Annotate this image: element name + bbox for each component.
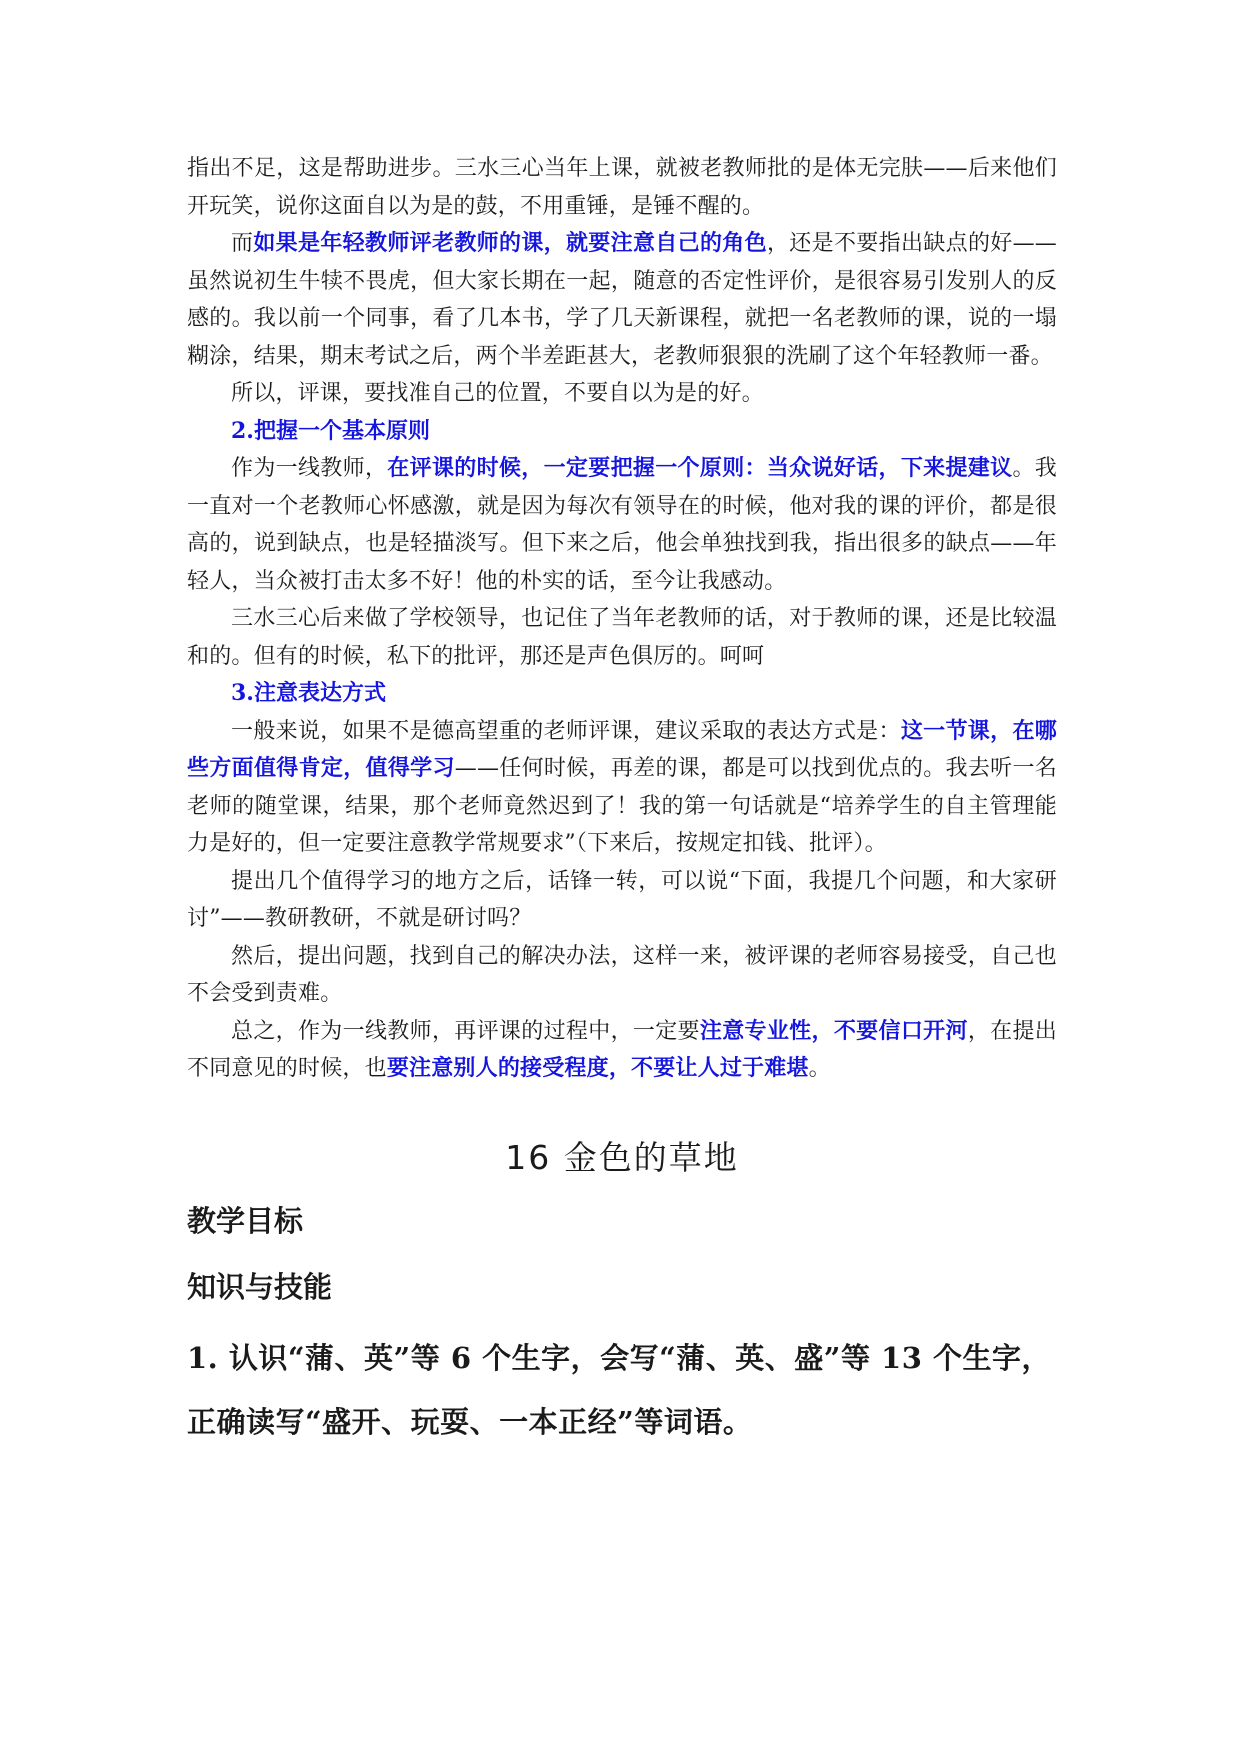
paragraph-7: 提出几个值得学习的地方之后，话锋一转，可以说“下面，我提几个问题，和大家研讨”——教研教研，不就是研讨吗？ — [187, 868, 1057, 931]
paragraph-2-text-end: ，还是不要指出缺点的好——虽然说初生牛犊不畏虎，但大家长期在一起，随意的否定性评价，是很容易引发别人的反感的。我以前一个同事，看了几本书，学了几天新课程，就把一名老教师的课，说的一塌糊涂，结果，期末考试之后，两个半差距甚大，老教师狠狠的洗刷了这个年轻教师一番。 — [187, 231, 1058, 369]
paragraph-9-text-mid: ，在提出不同意见的时候，也 — [187, 1018, 1057, 1081]
paragraph-4-highlight: 在评课的时候，一定要把握一个原则：当众说好话，下来提建议 — [387, 455, 1013, 481]
paragraph-2 — [187, 225, 1057, 375]
lesson-title: 16 金色的草地 — [505, 1137, 739, 1177]
paragraph-2-text: 而 — [231, 231, 254, 256]
paragraph-4 — [187, 450, 1057, 600]
section-heading-goals: 教学目标 — [187, 1203, 304, 1238]
paragraph-9-highlight-1: 注意专业性，不要信口开河 — [699, 1017, 968, 1044]
paragraph-1 — [187, 150, 1057, 225]
paragraph-9-highlight-2: 要注意别人的接受程度，不要让人过于难堪 — [386, 1055, 809, 1081]
subheading-principle: 2.把握一个基本原则 — [231, 417, 430, 444]
paragraph-4-text-end: 。我一直对一个老教师心怀感激，就是因为每次有领导在的时候，他对我的课的评价，都是很高的，说到缺点，也是轻描淡写。但下来之后，他会单独找到我，指出很多的缺点——年轻人，当众被打击太多不好！他的朴实的话，至今让我感动。 — [187, 456, 1057, 594]
paragraph-8: 然后，提出问题，找到自己的解决办法，这样一来，被评课的老师容易接受，自己也不会受到责难。 — [187, 943, 1057, 1006]
paragraph-2-highlight: 如果是年轻教师评老教师的课，就要注意自己的角色 — [253, 230, 767, 256]
document-body — [187, 150, 1057, 1454]
paragraph-6 — [187, 713, 1057, 863]
paragraph-9-text-end: 。 — [808, 1056, 831, 1081]
paragraph-9-text: 总之，作为一线教师，再评课的过程中，一定要 — [231, 1018, 700, 1044]
objective-item-1: 1. 认识“蒲、英”等 6 个生字，会写“蒲、英、盛”等 13 个生字，正确读写“盛开、玩耍、一本正经”等词语。 — [187, 1340, 1052, 1439]
paragraph-6-highlight: 这一节课，在哪些方面值得肯定，值得学习 — [187, 717, 1057, 781]
paragraph-4-text: 作为一线教师， — [231, 456, 388, 481]
paragraph-1-text: 指出不足，这是帮助进步。三水三心当年上课，就被老教师批的是体无完肤——后来他们开玩笑，说你这面自以为是的鼓，不用重锤，是锤不醒的。 — [187, 156, 1057, 219]
paragraph-9 — [187, 1013, 1057, 1088]
section-heading-skills: 知识与技能 — [187, 1269, 333, 1304]
paragraph-5: 三水三心后来做了学校领导，也记住了当年老教师的话，对于教师的课，还是比较温和的。但有的时候，私下的批评，那还是声色俱厉的。呵呵 — [187, 606, 1057, 669]
paragraph-6-text-end: ——任何时候，再差的课，都是可以找到优点的。我去听一名老师的随堂课，结果，那个老师竟然迟到了！我的第一句话就是“培养学生的自主管理能力是好的，但一定要注意教学常规要求”（下来后，按规定扣钱、批评）。 — [187, 756, 1057, 856]
paragraph-3: 所以，评课，要找准自己的位置，不要自以为是的好。 — [231, 381, 764, 406]
subheading-expression: 3.注意表达方式 — [231, 680, 386, 706]
paragraph-6-text: 一般来说，如果不是德高望重的老师评课，建议采取的表达方式是： — [231, 718, 901, 744]
